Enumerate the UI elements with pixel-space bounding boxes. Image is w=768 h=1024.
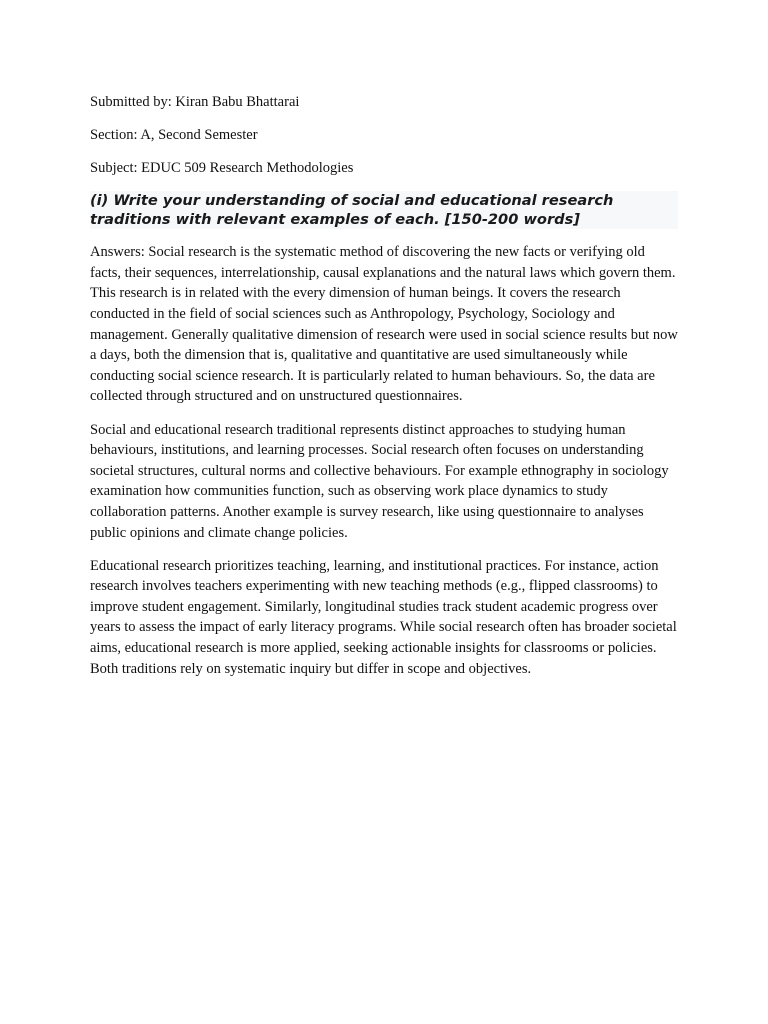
document-body — [90, 92, 678, 692]
section-line: Section: A, Second Semester — [90, 127, 258, 144]
answer-paragraph-3: Educational research prioritizes teaching, learning, and institutional practices. For instance, action research involves teachers experimenting with new teaching methods (e.g., flipped classrooms) to improve student engagement. Similarly, longitudinal studies track student academic progress over years to assess the impact of early literacy programs. While social research often has broader societal aims, educational research is more applied, seeking actionable insights for classrooms or policies. Both traditions rely on systematic inquiry but differ in scope and objectives. — [90, 557, 677, 677]
answer-paragraph-2: Social and educational research traditional represents distinct approaches to studying human behaviours, institutions, and learning processes. Social research often focuses on understanding societal structures, cultural norms and collective behaviours. For example ethnography in sociology examination how communities function, such as observing work place dynamics to study collaboration patterns. Another example is survey research, like using questionnaire to analyses public opinions and climate change policies. — [90, 421, 669, 541]
question-heading: (i) Write your understanding of social and educational research traditions with relevant examples of each. [150-200 words] — [90, 191, 678, 229]
answer-paragraph-1: Answers: Social research is the systematic method of discovering the new facts or verifying old facts, their sequences, interrelationship, causal explanations and the natural laws which govern them. This research is in related with the every dimension of human beings. It covers the research conducted in the field of social sciences such as Anthropology, Psychology, Sociology and management. Generally qualitative dimension of research were used in social science results but now a days, both the dimension that is, qualitative and quantitative are used simultaneously while conducting social science research. It is particularly related to human behaviours. So, the data are collected through structured and on unstructured questionnaires. — [90, 244, 678, 405]
subject-line: Subject: EDUC 509 Research Methodologies — [90, 160, 354, 177]
submitted-by-line: Submitted by: Kiran Babu Bhattarai — [90, 94, 300, 110]
